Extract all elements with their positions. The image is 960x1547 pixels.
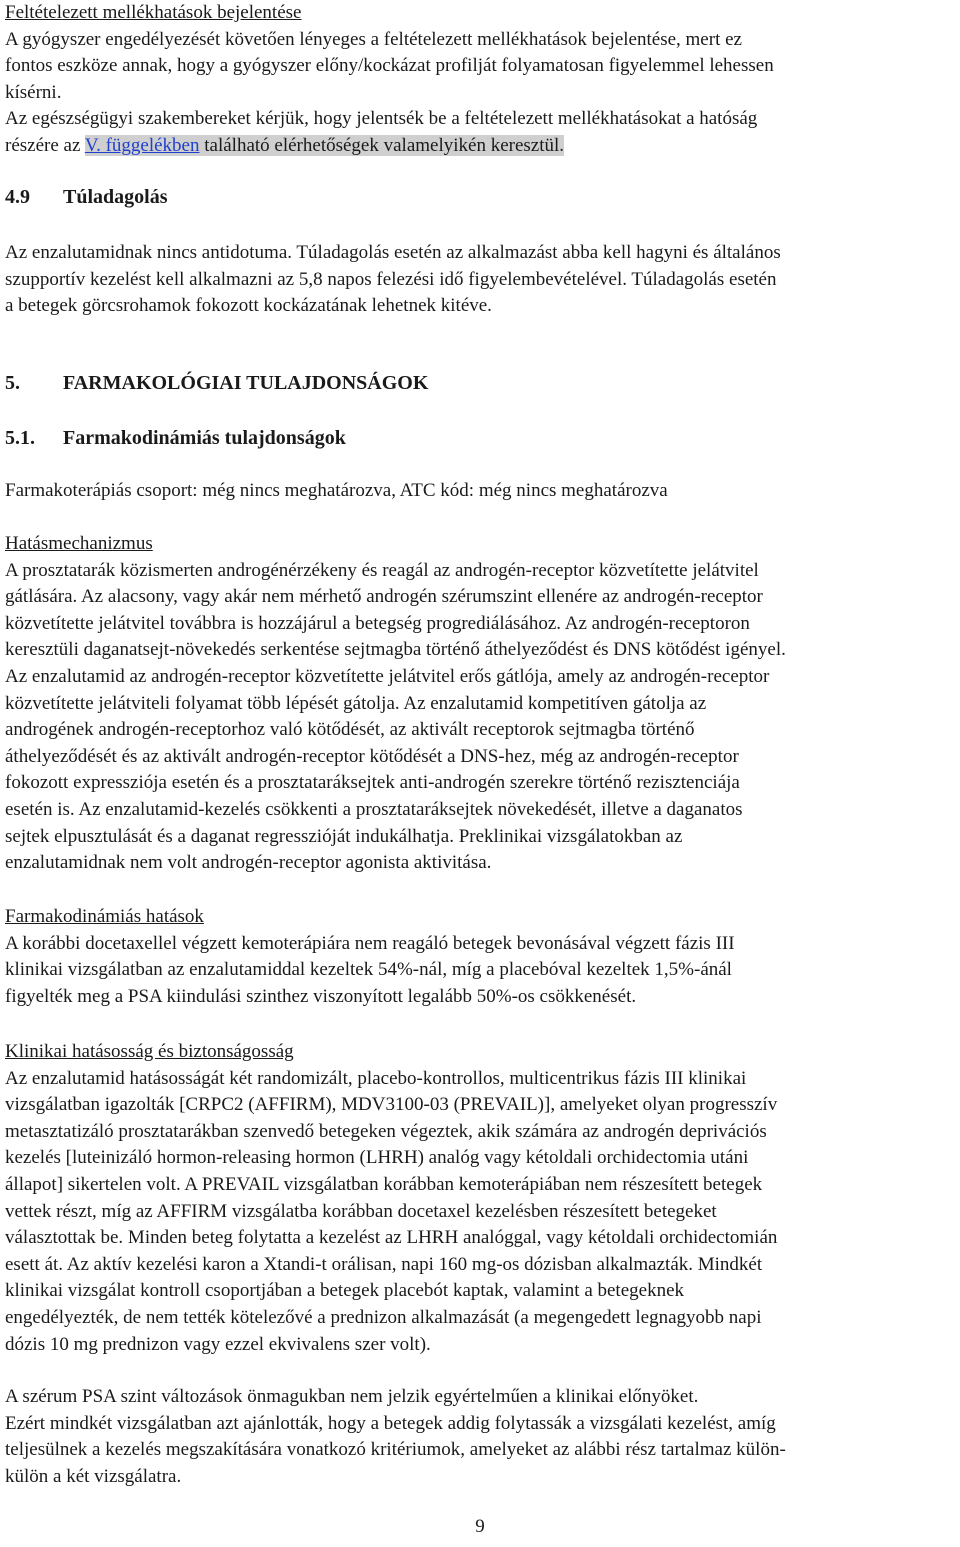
- section-title: Túladagolás: [63, 186, 168, 208]
- page-number: 9: [475, 1516, 485, 1537]
- paragraph-line: klinikai vizsgálat kontroll csoportjában a betegek placebót kaptak, valamint a betegeknek: [5, 1280, 685, 1302]
- paragraph-line: enzalutamidnak nem volt androgén-receptor agonista aktivitása.: [5, 852, 492, 874]
- paragraph-line: állapot] sikertelen volt. A PREVAIL vizsgálatban korábban kemoterápiában nem részesített betegek: [5, 1173, 763, 1195]
- paragraph-line: kísérni.: [5, 81, 62, 103]
- paragraph-line: klinikai vizsgálatban az enzalutamiddal kezeltek 54%-nál, míg a placebóval kezeltek 1,5%-ánál: [5, 959, 732, 981]
- psa-paragraph: [5, 1384, 955, 1490]
- paragraph-line: külön a két vizsgálatra.: [5, 1465, 182, 1487]
- paragraph-line: keresztüli daganatsejt-növekedés serkentése sejtmagba történő áthelyeződést és DNS kötődést igényel.: [5, 639, 786, 661]
- section-number: 4.9: [5, 186, 30, 208]
- paragraph-line: Ezért mindkét vizsgálatban azt ajánlották, hogy a betegek addig folytassák a vizsgálati kezelést, amíg: [5, 1412, 776, 1434]
- paragraph-line: Az egészségügyi szakembereket kérjük, hogy jelentsék be a feltételezett mellékhatásokat a hatóság: [5, 108, 758, 130]
- paragraph-line: Az enzalutamid hatásosságát két randomizált, placebo-kontrollos, multicentrikus fázis III klinikai: [5, 1067, 747, 1089]
- appendix-v-link[interactable]: V. függelékben: [84, 134, 200, 156]
- paragraph-line: Az enzalutamid az androgén-receptor közvetítette jelátvitel erős gátlója, amely az androgén-receptor: [5, 665, 770, 687]
- paragraph-line: esetén is. Az enzalutamid-kezelés csökkenti a prosztataráksejtek növekedését, illetve a daganatos: [5, 798, 743, 820]
- section-subtitle: Feltételezett mellékhatások bejelentése: [5, 2, 302, 23]
- paragraph-line: A gyógyszer engedélyezését követően lényeges a feltételezett mellékhatások bejelentése, mert ez: [5, 28, 742, 50]
- section-heading-4-9: [5, 184, 955, 211]
- atc-line: [5, 478, 955, 505]
- section-number: 5.: [5, 372, 20, 394]
- highlighted-text: található elérhetőségek valamelyikén keresztül.: [199, 134, 565, 156]
- section-subtitle: Farmakodinámiás hatások: [5, 906, 204, 927]
- section-subtitle: Klinikai hatásosság és biztonságosság: [5, 1041, 294, 1062]
- clinical-efficacy-section: [5, 1039, 955, 1358]
- mechanism-section: [5, 531, 955, 877]
- overdose-paragraph: [5, 240, 955, 320]
- section-heading-5-1: [5, 425, 955, 452]
- paragraph-line: A prosztatarák közismerten androgénérzékeny és reagál az androgén-receptor közvetítette jelátvitel: [5, 559, 759, 581]
- paragraph-line: androgének androgén-receptorhoz való kötődését, az aktivált receptorok sejtmagba történő: [5, 719, 695, 741]
- paragraph-line: gátlására. Az alacsony, vagy akár nem mérhető androgén szérumszint ellenére az androgén-receptor: [5, 586, 763, 608]
- section-title: Farmakodinámiás tulajdonságok: [63, 427, 346, 449]
- paragraph-line: dózis 10 mg prednizon vagy ezzel ekvivalens szer volt).: [5, 1333, 431, 1355]
- paragraph-line: A korábbi docetaxellel végzett kemoterápiára nem reagáló betegek bevonásával végzett fázis III: [5, 932, 735, 954]
- adverse-reaction-section: [5, 0, 955, 160]
- paragraph-line: kezelés [luteinizáló hormon-releasing hormon (LHRH) analóg vagy kétoldali orchidectomia utáni: [5, 1147, 749, 1169]
- paragraph-line: figyelték meg a PSA kiindulási szinthez viszonyított legalább 50%-os csökkenését.: [5, 985, 637, 1007]
- paragraph-line: közvetítette jelátviteli folyamat több lépését gátolja. Az enzalutamid kompetitíven gátolja az: [5, 692, 707, 714]
- paragraph-line: Az enzalutamidnak nincs antidotuma. Túladagolás esetén az alkalmazást abba kell hagyni és általános: [5, 242, 781, 263]
- section-heading-5: [5, 370, 955, 397]
- paragraph-line: fokozott expressziója esetén és a prosztataráksejtek anti-androgén szerekre történő rezisztenciája: [5, 772, 740, 794]
- paragraph-line: engedélyezték, de nem tették kötelezővé a prednizon alkalmazását (a megengedett legnagyobb napi: [5, 1306, 762, 1328]
- paragraph-line: a betegek görcsrohamok fokozott kockázatának lehetnek kitéve.: [5, 295, 492, 317]
- section-number: 5.1.: [5, 427, 35, 449]
- paragraph-line: sejtek elpusztulását és a daganat regresszióját indukálhatja. Preklinikai vizsgálatokban az: [5, 825, 683, 847]
- paragraph-line: vizsgálatban igazolták [CRPC2 (AFFIRM), MDV3100-03 (PREVAIL)], amelyeket olyan progresszív: [5, 1094, 778, 1116]
- pharmacodynamic-effects-section: [5, 904, 955, 1010]
- section-subtitle: Hatásmechanizmus: [5, 533, 153, 554]
- text-segment: részére az: [5, 134, 85, 156]
- paragraph-line: [5, 133, 955, 160]
- paragraph-line: vettek részt, míg az AFFIRM vizsgálatba korábban docetaxel kezelésben részesített betegeket: [5, 1200, 717, 1222]
- paragraph-line: közvetítette jelátvitel továbbra is hozzájárul a betegség progrediálásához. Az androgén-receptoron: [5, 612, 750, 634]
- paragraph-line: Farmakoterápiás csoport: még nincs meghatározva, ATC kód: még nincs meghatározva: [5, 480, 668, 501]
- paragraph-line: teljesülnek a kezelés megszakítására vonatkozó kritériumok, amelyeket az alábbi rész tartalmaz külön-: [5, 1439, 786, 1461]
- paragraph-line: esett át. Az aktív kezelési karon a Xtandi-t orálisan, napi 160 mg-os dózisban alkalmazták. Mindkét: [5, 1253, 763, 1275]
- paragraph-line: fontos eszköze annak, hogy a gyógyszer előny/kockázat profilját folyamatosan figyelemmel lehessen: [5, 55, 774, 77]
- paragraph-line: A szérum PSA szint változások önmagukban nem jelzik egyértelműen a klinikai előnyöket.: [5, 1386, 699, 1407]
- paragraph-line: választottak be. Minden beteg folytatta a kezelést az LHRH analóggal, vagy kétoldali orchidectomián: [5, 1227, 778, 1249]
- paragraph-line: metasztatizáló prosztatarákban szenvedő betegeken végeztek, akik számára az androgén deprivációs: [5, 1120, 767, 1142]
- section-title: FARMAKOLÓGIAI TULAJDONSÁGOK: [63, 372, 429, 394]
- paragraph-line: áthelyeződését és az aktivált androgén-receptor kötődését a DNS-hez, még az androgén-receptor: [5, 745, 739, 767]
- paragraph-line: szupportív kezelést kell alkalmazni az 5,8 napos felezési idő figyelembevételével. Túladagolás esetén: [5, 268, 777, 290]
